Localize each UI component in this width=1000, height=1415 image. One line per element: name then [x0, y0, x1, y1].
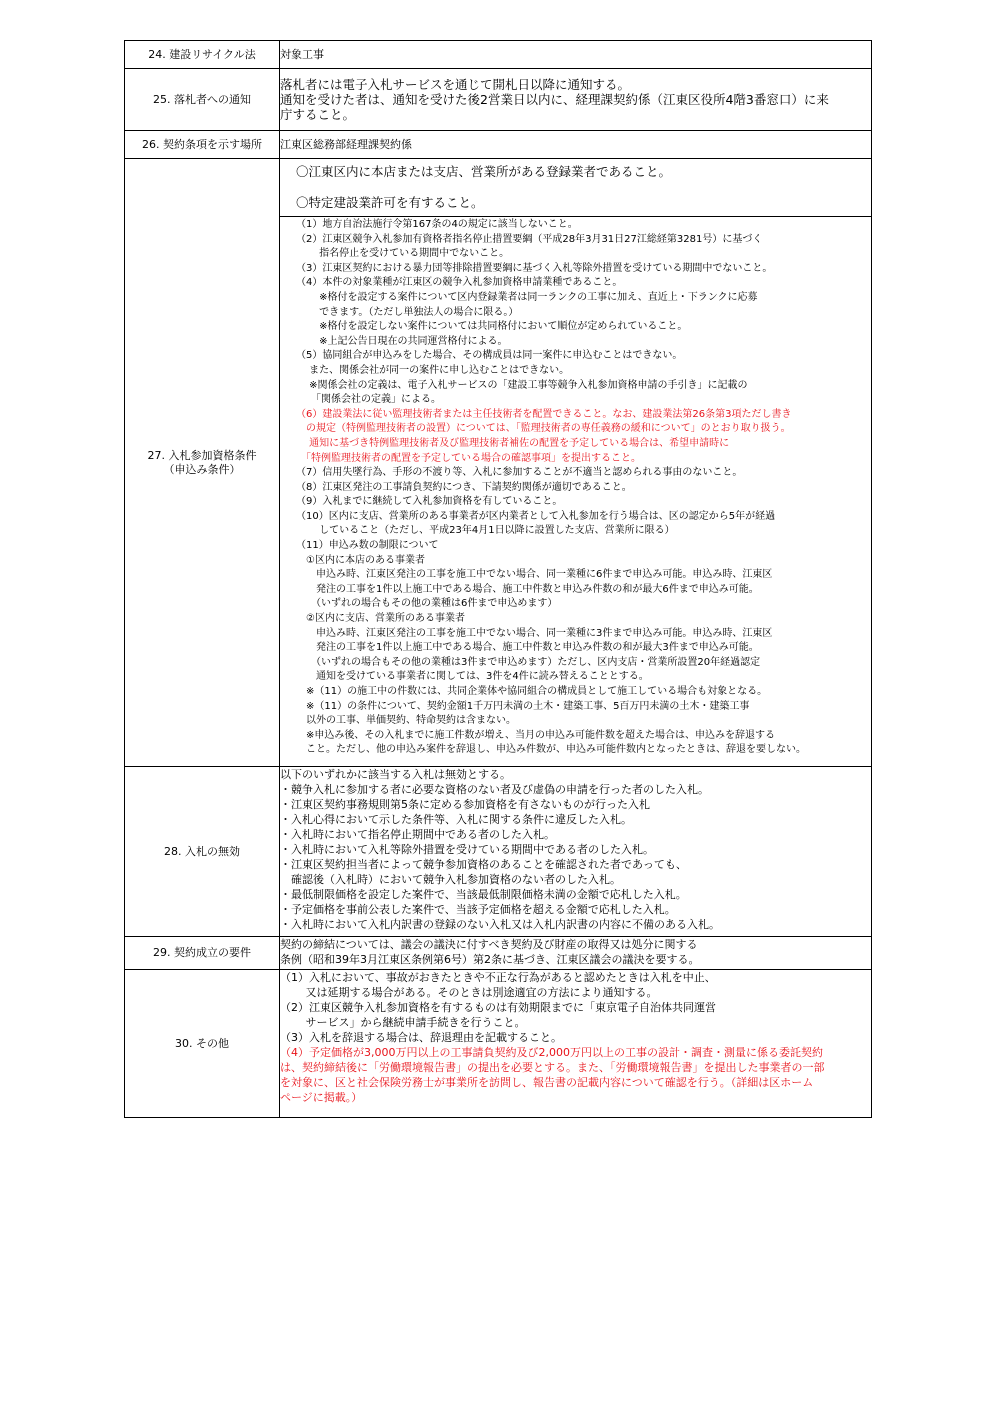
condition-line: （10）区内に支店、営業所のある事業者が区内業者として入札参加を行う場合は、区の認定から5年が経過 — [296, 510, 776, 522]
condition-line: （2）江東区競争入札参加有資格者指名停止措置要綱（平成28年3月31日27江総経第3281号）に基づく — [296, 233, 763, 245]
row-content — [280, 767, 872, 937]
row-label-line: 25. 落札者への通知 — [153, 92, 251, 106]
condition-line: （5）協同組合が申込みをした場合、その構成員は同一案件に申込むことはできない。 — [296, 350, 683, 362]
row-content — [280, 69, 872, 131]
row-content — [280, 159, 872, 767]
row-label-line: 27. 入札参加資格条件 — [147, 448, 257, 462]
content-line: ページに掲載。） — [280, 1091, 363, 1104]
content-line: を対象に、区と社会保険労務士が事業所を訪問し、報告書の記載内容について確認を行う。（詳細は区ホーム — [280, 1076, 814, 1089]
row-content — [280, 131, 872, 159]
content-line: 江東区総務部経理課契約係 — [280, 138, 412, 151]
condition-line: （3）江東区契約における暴力団等排除措置要綱に基づく入札等除外措置を受けている期間中でないこと。 — [296, 262, 773, 274]
row-label — [125, 41, 280, 69]
condition-line: していること（ただし、平成23年4月1日以降に設置した支店、営業所に限る） — [296, 525, 675, 537]
condition-line: ※上記公告日現在の共同運営格付による。 — [296, 335, 508, 347]
row-contract-requirements — [125, 937, 872, 970]
condition-line: （7）信用失墜行為、手形の不渡り等、入札に参加することが不適当と認められる事由のないこと。 — [296, 467, 743, 479]
condition-line: （8）江東区発注の工事請負契約につき、下請契約関係が適切であること。 — [296, 481, 632, 493]
row-label-line: （申込み条件） — [163, 462, 241, 476]
row-contract-terms-location — [125, 131, 872, 159]
condition-line: （いずれの場合もその他の業種は3件まで申込めます）ただし、区内支店・営業所設置20年経過認定 — [296, 656, 761, 668]
content-line: 条例（昭和39年3月江東区条例第6号）第2条に基づき、江東区議会の議決を要する。 — [280, 953, 700, 966]
row-label — [125, 970, 280, 1118]
condition-line: （9）入札までに継続して入札参加資格を有していること。 — [296, 496, 563, 508]
content-line: ・最低制限価格を設定した案件で、当該最低制限価格未満の金額で応札した入札。 — [280, 888, 687, 901]
row-label-line: 28. 入札の無効 — [164, 844, 240, 858]
content-line: （1）入札において、事故がおきたときや不正な行為があると認めたときは入札を中止、 — [280, 971, 716, 984]
content-line: （3）入札を辞退する場合は、辞退理由を記載すること。 — [280, 1031, 562, 1044]
condition-line: 「関係会社の定義」による。 — [296, 394, 441, 406]
condition-line: （11）申込み数の制限について — [296, 540, 439, 552]
content-line: 庁すること。 — [280, 107, 356, 122]
row-label — [125, 937, 280, 970]
row-label — [125, 767, 280, 937]
content-line: 以下のいずれかに該当する入札は無効とする。 — [280, 768, 511, 781]
required-conditions-box — [280, 159, 871, 217]
condition-line: （1）地方自治法施行令第167条の4の規定に該当しないこと。 — [296, 219, 578, 230]
condition-line: 発注の工事を1件以上施工中である場合、施工中件数と申込み件数の和が最大6件まで申込み可能。 — [296, 583, 759, 595]
condition-line: ※申込み後、その入札までに施工件数が増え、当月の申込み可能件数を超えた場合は、申込みを辞退する — [296, 729, 775, 741]
row-winner-notice — [125, 69, 872, 131]
condition-line: （いずれの場合もその他の業種は6件まで申込めます） — [296, 598, 558, 610]
row-bid-invalidity — [125, 767, 872, 937]
condition-line: 指名停止を受けている期間中でないこと。 — [296, 248, 510, 260]
row-recycle-law — [125, 41, 872, 69]
row-content — [280, 970, 872, 1118]
row-content — [280, 41, 872, 69]
content-line: 落札者には電子入札サービスを通じて開札日以降に通知する。 — [280, 77, 631, 92]
condition-line: 通知に基づき特例監理技術者及び監理技術者補佐の配置を予定している場合は、希望申請時に — [296, 437, 730, 449]
conditions-table — [124, 40, 872, 1118]
condition-line: 通知を受けている事業者に関しては、3件を4件に読み替えることとする。 — [296, 671, 649, 683]
condition-line: の規定（特例監理技術者の設置）については、「監理技術者の専任義務の緩和について」のとおり取り扱う。 — [296, 423, 791, 435]
condition-list — [280, 217, 871, 758]
condition-line: また、関係会社が同一の案件に申し込むことはできない。 — [296, 364, 570, 376]
content-line: ・入札時において入札内訳書の登録のない入札又は入札内訳書の内容に不備のある入札。 — [280, 918, 720, 931]
condition-line: ※（11）の施工中の件数には、共同企業体や協同組合の構成員として施工している場合も対象となる。 — [296, 686, 768, 697]
content-line: （4）予定価格が3,000万円以上の工事請負契約及び2,000万円以上の工事の設計・調査・測量に係る委託契約 — [280, 1046, 823, 1059]
content-line: ・入札時において入札等除外措置を受けている期間中である者のした入札。 — [280, 843, 654, 856]
row-label — [125, 159, 280, 767]
condition-line: ※格付を設定する案件について区内登録業者は同一ランクの工事に加え、直近上・下ランクに応募 — [296, 291, 758, 303]
condition-line: こと。ただし、他の申込み案件を辞退し、申込み件数が、申込み可能件数内となったときは、辞退を要しない。 — [296, 744, 806, 756]
condition-line: できます。（ただし単独法人の場合に限る。） — [296, 306, 519, 318]
row-label-line: 26. 契約条項を示す場所 — [142, 137, 262, 151]
content-line: 又は延期する場合がある。そのときは別途適宜の方法により通知する。 — [280, 986, 658, 999]
row-label — [125, 69, 280, 131]
content-line: （2）江東区競争入札参加資格を有するものは有効期限までに「東京電子自治体共同運営 — [280, 1001, 716, 1014]
content-line: 通知を受けた者は、通知を受けた後2営業日以内に、経理課契約係（江東区役所4階3番窓口）に来 — [280, 92, 829, 107]
condition-line: ①区内に本店のある事業者 — [296, 554, 425, 566]
content-line: ・入札心得において示した条件等、入札に関する条件に違反した入札。 — [280, 813, 632, 826]
condition-line: 申込み時、江東区発注の工事を施工中でない場合、同一業種に3件まで申込み可能。申込み時、江東区 — [296, 627, 773, 639]
row-label-line: 29. 契約成立の要件 — [153, 946, 251, 959]
content-line: サービス」から継続申請手続きを行うこと。 — [280, 1016, 526, 1029]
condition-line: 「特例監理技術者の配置を予定している場合の確認事項」を提出すること。 — [296, 452, 641, 464]
condition-line: ②区内に支店、営業所のある事業者 — [296, 613, 465, 625]
row-label — [125, 131, 280, 159]
required-condition-line: 〇特定建設業許可を有すること。 — [296, 195, 484, 210]
content-line: は、契約締結後に「労働環境報告書」の提出を必要とする。また、「労働環境報告書」を提出した事業者の一部 — [280, 1061, 825, 1074]
content-line: 対象工事 — [280, 48, 324, 61]
row-label-line: 30. その他 — [175, 1036, 229, 1050]
condition-line: 発注の工事を1件以上施工中である場合、施工中件数と申込み件数の和が最大3件まで申込み可能。 — [296, 642, 759, 654]
condition-line: ※（11）の条件について、契約金額1千万円未満の土木・建築工事、5百万円未満の土木・建築工事 — [296, 700, 750, 712]
row-other-notes — [125, 970, 872, 1118]
content-line: ・予定価格を事前公表した案件で、当該予定価格を超える金額で応札した入札。 — [280, 903, 676, 916]
condition-line: 申込み時、江東区発注の工事を施工中でない場合、同一業種に6件まで申込み可能。申込み時、江東区 — [296, 569, 773, 581]
content-line: ・江東区契約事務規則第5条に定める参加資格を有さないものが行った入札 — [280, 798, 650, 811]
condition-line: ※格付を設定しない案件については共同格付において順位が定められていること。 — [296, 321, 688, 333]
content-line: 契約の締結については、議会の議決に付すべき契約及び財産の取得又は処分に関する — [280, 938, 698, 951]
required-condition-line: 〇江東区内に本店または支店、営業所がある登録業者であること。 — [296, 164, 672, 179]
content-line: ・江東区契約担当者によって競争参加資格のあることを確認された者であっても、 — [280, 858, 687, 871]
condition-line: （4）本件の対象業種が江東区の競争入札参加資格申請業種であること。 — [296, 277, 623, 289]
condition-line: （6）建設業法に従い監理技術者または主任技術者を配置できること。なお、建設業法第26条第3項ただし書き — [296, 408, 792, 420]
row-label-line: 24. 建設リサイクル法 — [148, 47, 256, 61]
content-line: 確認後（入札時）において競争入札参加資格のない者のした入札。 — [280, 873, 621, 886]
content-line: ・競争入札に参加する者に必要な資格のない者及び虚偽の申請を行った者のした入札。 — [280, 783, 709, 796]
condition-line: 以外の工事、単価契約、特命契約は含まない。 — [296, 715, 516, 727]
content-line: ・入札時において指名停止期間中である者のした入札。 — [280, 828, 555, 841]
row-eligibility-conditions — [125, 159, 872, 767]
row-content — [280, 937, 872, 970]
condition-line: ※関係会社の定義は、電子入札サービスの「建設工事等競争入札参加資格申請の手引き」に記載の — [296, 379, 748, 391]
